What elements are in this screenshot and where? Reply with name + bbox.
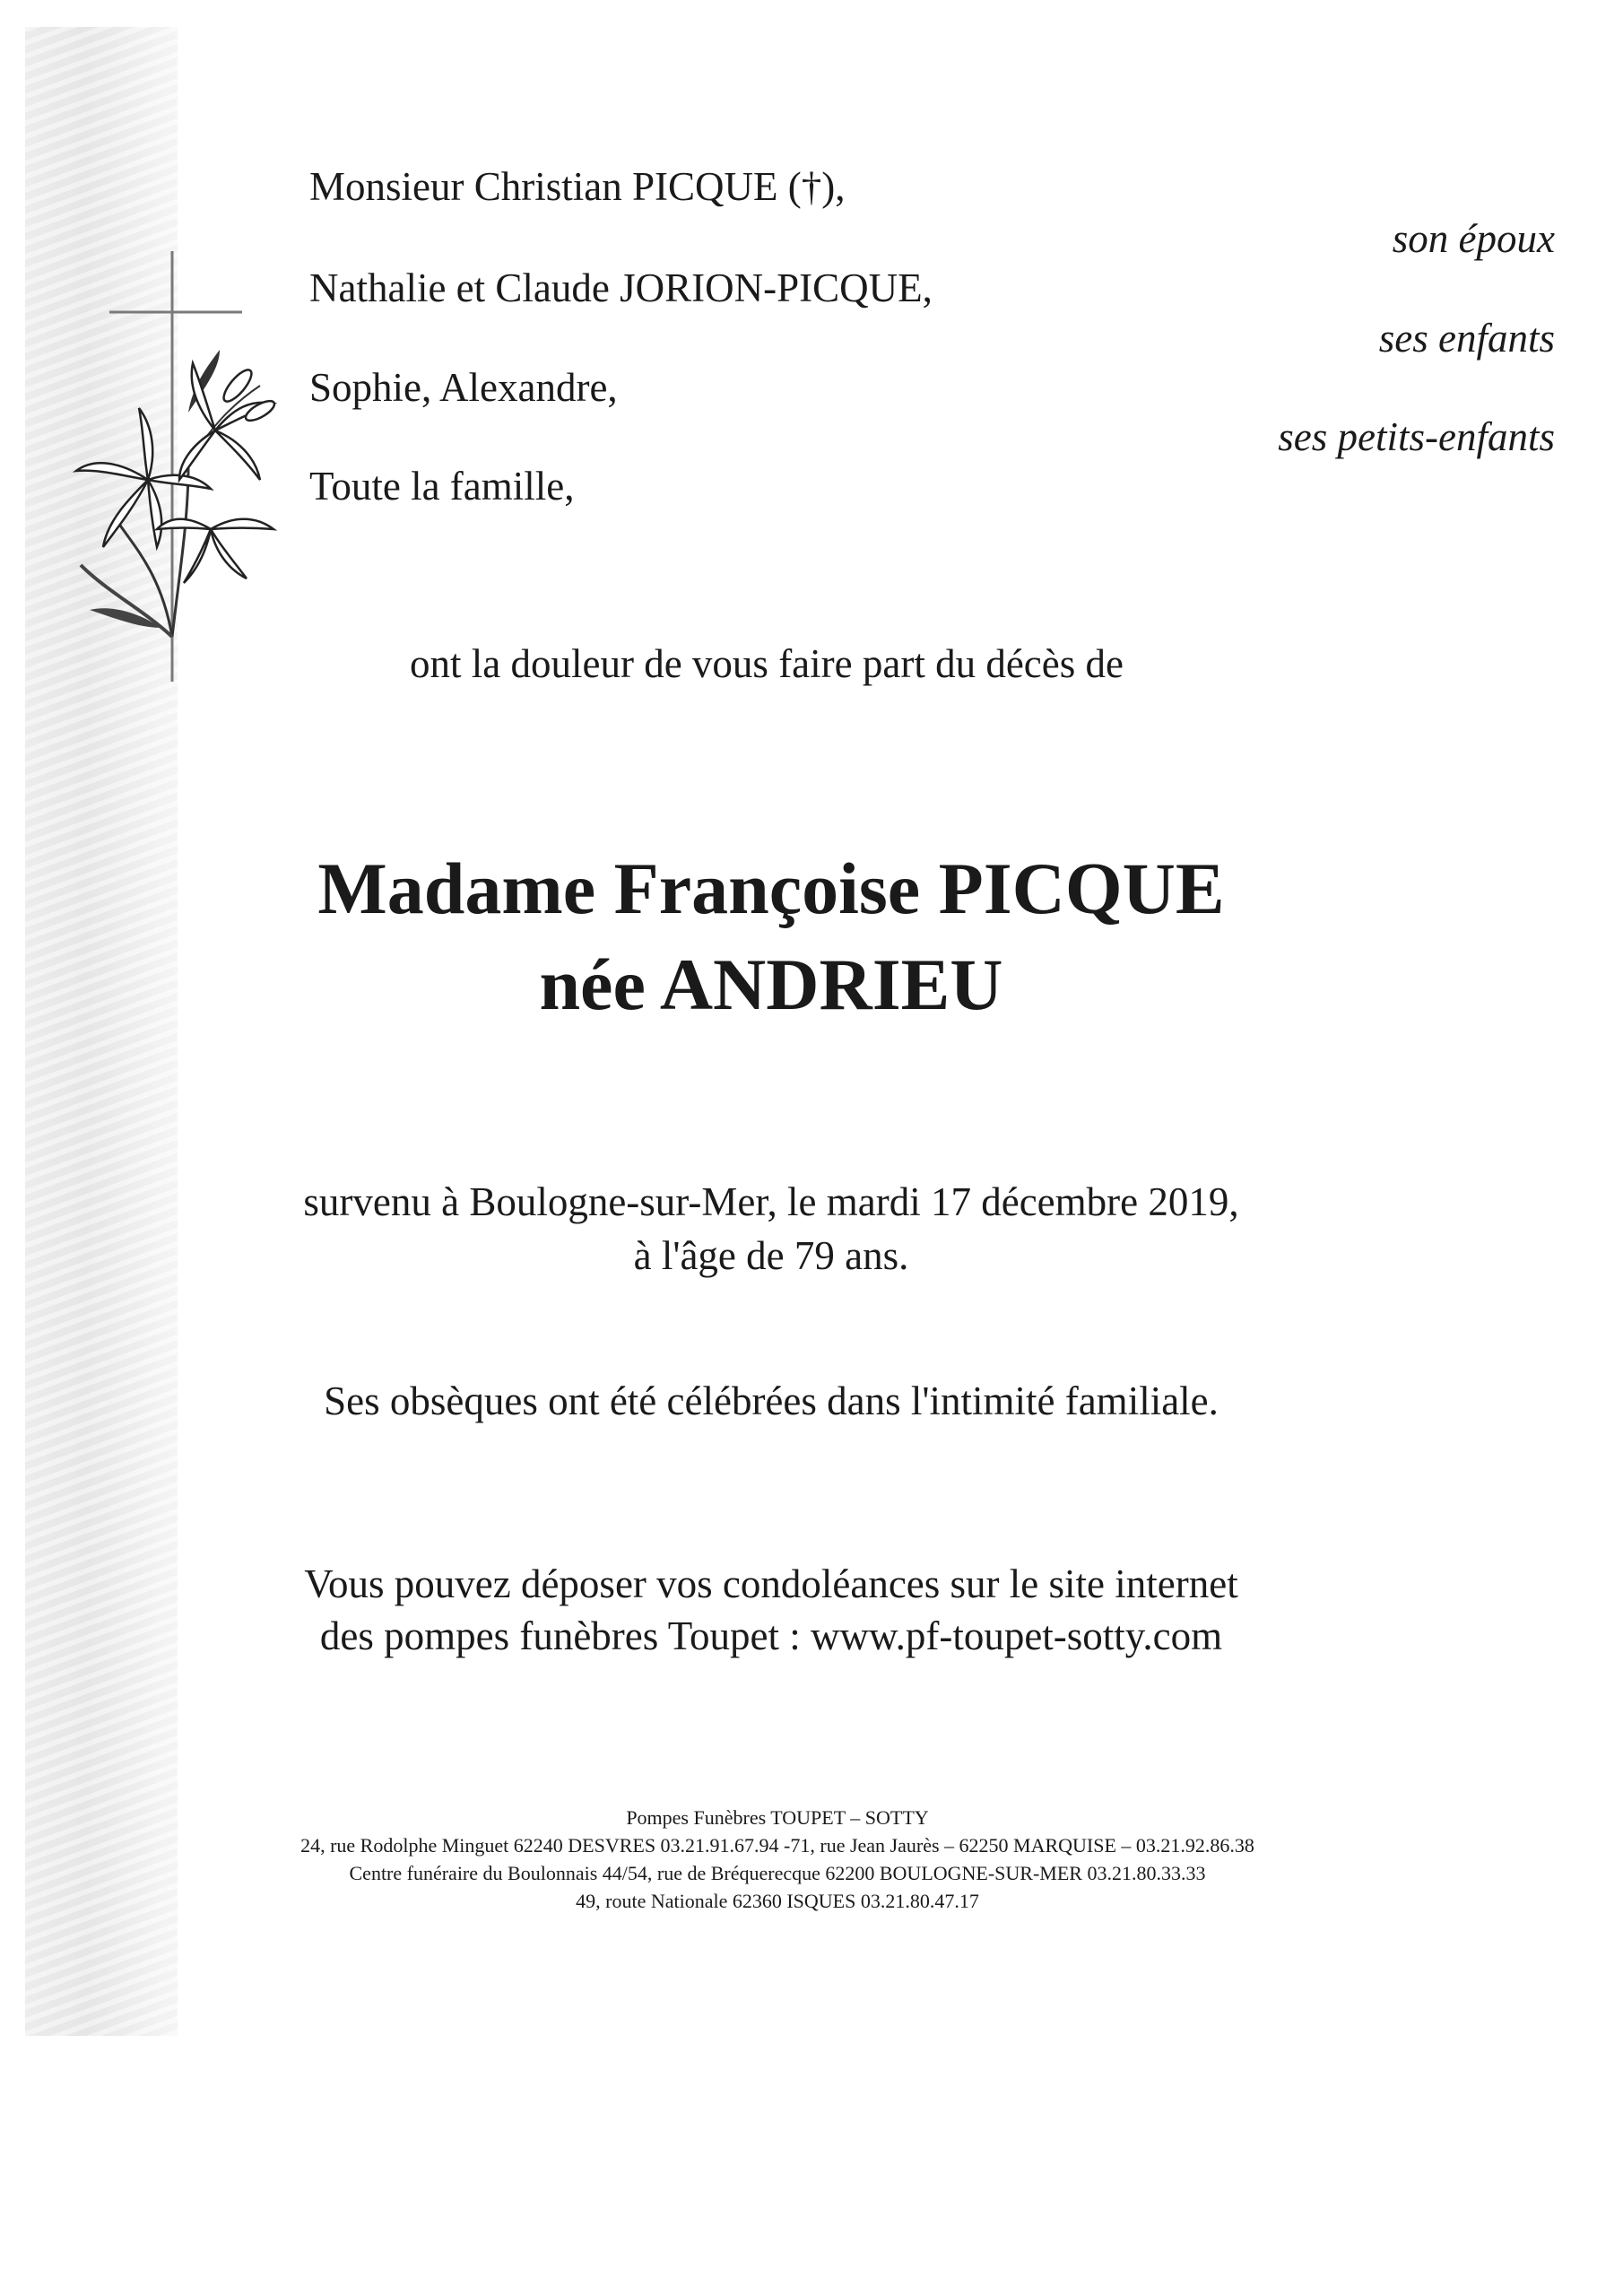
spouse-name: Monsieur Christian PICQUE (†), bbox=[309, 164, 846, 209]
footer-company: Pompes Funèbres TOUPET – SOTTY bbox=[626, 1806, 929, 1829]
funeral-note: Ses obsèques ont été célébrées dans l'intimité familiale. bbox=[324, 1378, 1219, 1423]
deceased-name: Madame Françoise PICQUE bbox=[317, 848, 1225, 929]
age-at-death: à l'âge de 79 ans. bbox=[633, 1233, 909, 1278]
announcement-intro: ont la douleur de vous faire part du décès de bbox=[410, 641, 1124, 686]
grandchildren-relation: ses petits-enfants bbox=[1278, 414, 1555, 459]
condolences-line-2: des pompes funèbres Toupet : www.pf-toupet-sotty.com bbox=[319, 1613, 1223, 1658]
spouse-relation: son époux bbox=[1392, 216, 1555, 261]
grandchildren-name: Sophie, Alexandre, bbox=[309, 365, 618, 410]
children-name: Nathalie et Claude JORION-PICQUE, bbox=[309, 265, 933, 310]
children-relation: ses enfants bbox=[1378, 316, 1555, 361]
death-place-date: survenu à Boulogne-sur-Mer, le mardi 17 décembre 2019, bbox=[303, 1179, 1239, 1224]
condolences-line-1: Vous pouvez déposer vos condoléances sur le site internet bbox=[304, 1561, 1238, 1606]
footer-address-1: 24, rue Rodolphe Minguet 62240 DESVRES 03.21.91.67.94 -71, rue Jean Jaurès – 62250 MARQUISE – 03.21.92.86.38 bbox=[300, 1834, 1254, 1857]
family-line: Toute la famille, bbox=[309, 464, 575, 509]
cross-with-lilies-icon bbox=[54, 251, 287, 691]
footer-address-2: Centre funéraire du Boulonnais 44/54, rue de Bréquerecque 62200 BOULOGNE-SUR-MER 03.21.80.33.33 bbox=[349, 1862, 1206, 1884]
maiden-name: née ANDRIEU bbox=[539, 944, 1003, 1025]
footer-address-3: 49, route Nationale 62360 ISQUES 03.21.80.47.17 bbox=[576, 1890, 979, 1912]
